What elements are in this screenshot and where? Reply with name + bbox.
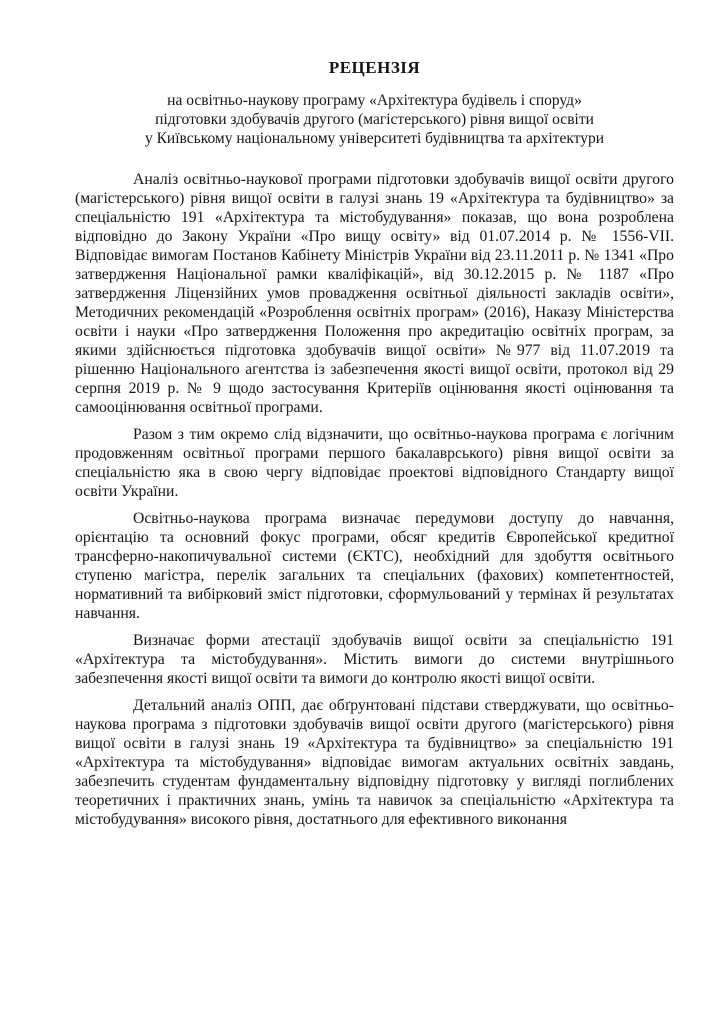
body-paragraph: Разом з тим окремо слід відзначити, що освітньо-наукова програма є логічним продовженням освітньої програми першого бакалаврського) рівня вищої освіти за спеціальністю яка в свою чергу відповідає проектові відповідного Стандарту вищої освіти України. — [75, 426, 674, 500]
body-paragraph: Визначає форми атестації здобувачів вищої освіти за спеціальністю 191 «Архітектура та містобудування». Містить вимоги до системи внутрішнього забезпечення якості вищої освіти та вимоги до контролю якості вищої освіти. — [75, 632, 674, 687]
subtitle-line: підготовки здобувачів другого (магістерського) рівня вищої освіти — [155, 111, 594, 128]
body-paragraph: Освітньо-наукова програма визначає передумови доступу до навчання, орієнтацію та основний фокус програми, обсяг кредитів Європейської кредитної трансферно-накопичувальної системи (ЄКТС), необхідний для здобуття освітнього ступеню магістра, перелік загальних та спеціальних (фахових) компетентностей, нормативний та вибірковий зміст підготовки, сформульований у термінах й результатах навчання. — [75, 510, 674, 622]
document-subtitle — [75, 91, 674, 148]
subtitle-line: у Київському національному університеті будівництва та архітектури — [144, 130, 605, 147]
document-body — [75, 170, 674, 829]
body-paragraph: Детальний аналіз ОПП, дає обґрунтовані підстави стверджувати, що освітньо-наукова програма з підготовки здобувачів вищої освіти другого (магістерського) рівня вищої освіти в галузі знань 19 «Архітектура та будівництво» за спеціальністю 191 «Архітектура та містобудування» відповідає вимогам актуальних освітніх завдань, забезпечить студентам фундаментальну відповідну підготовку у вигляді поглиблених теоретичних і практичних знань, умінь та навичок за спеціальністю «Архітектура та містобудування» високого рівня, достатнього для ефективного виконання — [75, 697, 674, 828]
body-paragraph: Аналіз освітньо-наукової програми підготовки здобувачів вищої освіти другого (магістерського) рівня вищої освіти в галузі знань 19 «Архітектура та будівництво» за спеціальністю 191 «Архітектура та містобудування» показав, що вона розроблена відповідно до Закону України «Про вищу освіту» від 01.07.2014 р. № 1556-VII. Відповідає вимогам Постанов Кабінету Міністрів України від 23.11.2011 р. № 1341 «Про затвердження Національної рамки кваліфікацій», від 30.12.2015 р. № 1187 «Про затвердження Ліцензійних умов провадження освітньої діяльності закладів освіти», Методичних рекомендацій «Розроблення освітніх програм» (2016), Наказу Міністерства освіти і науки «Про затвердження Положення про акредитацію освітніх програм, за якими здійснюється підготовка здобувачів вищої освіти» №977 від 11.07.2019 та рішенню Національного агентства із забезпечення якості вищої освіти, протокол від 29 серпня 2019 р. № 9 щодо застосування Критеріїв оцінювання якості оцінювання та самооцінювання освітньої програми. — [75, 171, 674, 416]
document-title: РЕЦЕНЗІЯ — [328, 58, 421, 77]
subtitle-line: на освітньо-наукову програму «Архітектура будівель і споруд» — [167, 92, 582, 109]
